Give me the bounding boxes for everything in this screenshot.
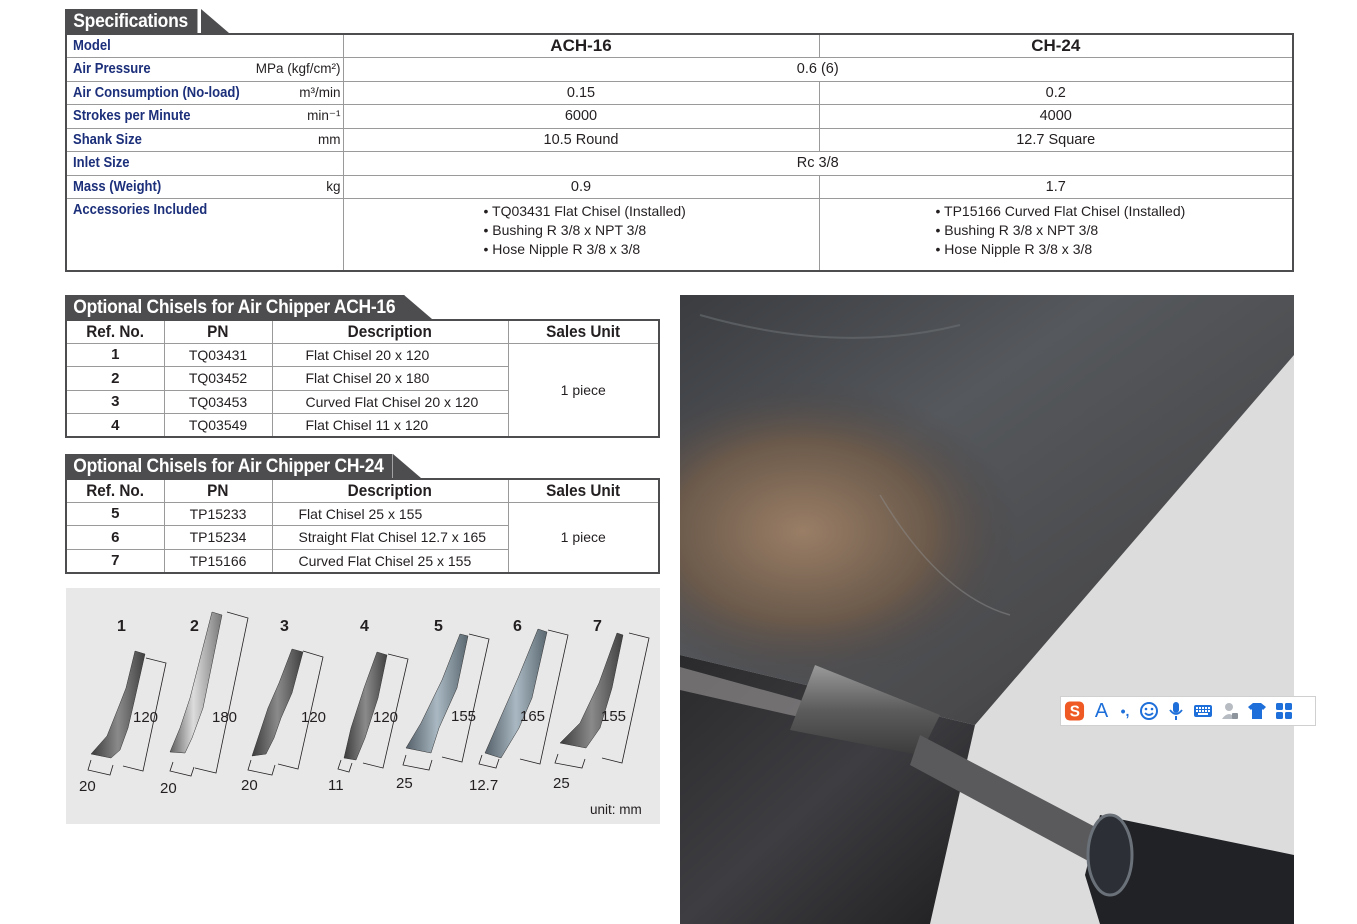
cell-value: Rc 3/8 (343, 152, 1293, 176)
specifications-tab (65, 9, 229, 33)
desc-cell: Flat Chisel 11 x 120 (272, 414, 508, 438)
row-label: Air Consumption (No-load) m³/min (66, 81, 343, 105)
ref-cell: 2 (66, 367, 164, 391)
cell-value: 0.6 (6) (343, 58, 1293, 82)
chisel-5 (406, 634, 468, 753)
dimension-bracket (403, 755, 432, 770)
cell-value: 10.5 Round (343, 128, 819, 152)
table-row (66, 105, 1293, 129)
pn-cell: TQ03453 (164, 390, 272, 414)
pn-cell: TQ03549 (164, 414, 272, 438)
desc-cell: Flat Chisel 20 x 120 (272, 343, 508, 367)
chisel-1 (91, 651, 145, 758)
ref-cell: 3 (66, 390, 164, 414)
chisel-ref-label: 7 (593, 618, 602, 635)
chisel-ref-label: 5 (434, 618, 443, 635)
ref-cell: 7 (66, 549, 164, 573)
pn-cell: TP15234 (164, 526, 272, 550)
product-photo-svg (680, 295, 1294, 924)
list-item: • TP15166 Curved Flat Chisel (Installed) (936, 202, 1287, 221)
chisel-3 (252, 649, 303, 756)
chisel-width-label: 20 (160, 780, 177, 797)
product-photo (680, 295, 1294, 924)
cell-value: 12.7 Square (819, 128, 1293, 152)
dimension-bracket (170, 762, 194, 776)
specifications-title: Specifications (65, 9, 197, 33)
ref-cell: 5 (66, 502, 164, 526)
dimension-bracket (338, 760, 352, 772)
chisel-7 (560, 633, 623, 748)
chisel-length-label: 120 (373, 709, 399, 726)
column-header: Description (272, 479, 508, 502)
row-unit: kg (326, 178, 341, 194)
chisel-ref-label: 3 (280, 618, 289, 635)
column-header: Description (272, 320, 508, 343)
column-header: PN (164, 479, 272, 502)
cell-value: 6000 (343, 105, 819, 129)
list-item: • TQ03431 Flat Chisel (Installed) (484, 202, 813, 221)
row-label: Shank Size mm (66, 128, 343, 152)
chisel-width-label: 11 (328, 777, 344, 794)
chisel-ref-label: 1 (117, 618, 126, 635)
optional-ach16-tab (65, 295, 432, 319)
table-header-row (66, 320, 659, 343)
row-label: Air Pressure MPa (kgf/cm²) (66, 58, 343, 82)
accessories-ch24 (819, 199, 1293, 271)
column-header: Sales Unit (508, 320, 659, 343)
chisel-length-label: 120 (301, 709, 327, 726)
pn-cell: TQ03452 (164, 367, 272, 391)
row-unit: m³/min (299, 84, 341, 100)
punctuation-icon[interactable]: •, (1120, 703, 1130, 719)
row-label: Strokes per Minute min⁻¹ (66, 105, 343, 129)
table-row (66, 34, 1293, 58)
list-item: • Hose Nipple R 3/8 x 3/8 (484, 240, 813, 259)
list-item: • Bushing R 3/8 x NPT 3/8 (484, 221, 813, 240)
row-label: Model (66, 34, 343, 58)
row-unit: min⁻¹ (307, 108, 341, 123)
chisel-6 (485, 629, 547, 758)
optional-ach16-table (65, 319, 660, 438)
table-row (66, 175, 1293, 199)
desc-cell: Curved Flat Chisel 20 x 120 (272, 390, 508, 414)
row-unit: mm (318, 131, 341, 147)
model-header: ACH-16 (343, 34, 819, 58)
chisel-width-label: 20 (241, 777, 258, 794)
ref-cell: 4 (66, 414, 164, 438)
table-row (66, 58, 1293, 82)
chisel-length-label: 120 (133, 709, 159, 726)
specifications-table (65, 33, 1294, 272)
pn-cell: TQ03431 (164, 343, 272, 367)
pn-cell: TP15166 (164, 549, 272, 573)
chisel-width-label: 25 (553, 775, 570, 792)
optional-ch24-title: Optional Chisels for Air Chipper CH-24 (65, 454, 393, 478)
sales-unit-cell: 1 piece (508, 343, 659, 437)
accessories-ach16 (343, 199, 819, 271)
table-row (66, 81, 1293, 105)
dimension-bracket (248, 760, 275, 775)
dimension-bracket (555, 754, 585, 768)
skin-icon[interactable] (1246, 701, 1267, 722)
model-header: CH-24 (819, 34, 1293, 58)
chisel-length-label: 155 (601, 708, 627, 725)
table-header-row (66, 479, 659, 502)
svg-text:S: S (1069, 703, 1080, 721)
row-unit: MPa (kgf/cm²) (255, 61, 341, 76)
optional-ch24-tab (65, 454, 421, 478)
row-label: Inlet Size (66, 152, 343, 176)
sogou-logo-icon[interactable] (1064, 701, 1085, 722)
list-item: • Hose Nipple R 3/8 x 3/8 (936, 240, 1287, 259)
emoji-icon[interactable] (1138, 701, 1159, 722)
desc-cell: Flat Chisel 20 x 180 (272, 367, 508, 391)
chisel-width-label: 12.7 (469, 777, 499, 794)
dimension-bracket (88, 760, 113, 775)
table-row (66, 152, 1293, 176)
desc-cell: Flat Chisel 25 x 155 (272, 502, 508, 526)
sales-unit-cell: 1 piece (508, 502, 659, 573)
row-label: Mass (Weight) kg (66, 175, 343, 199)
optional-ach16-title: Optional Chisels for Air Chipper ACH-16 (65, 295, 405, 319)
chisel-ref-label: 4 (360, 618, 369, 635)
cell-value: 0.9 (343, 175, 819, 199)
column-header: Ref. No. (66, 320, 164, 343)
ref-cell: 6 (66, 526, 164, 550)
table-row (66, 199, 1293, 271)
column-header: Sales Unit (508, 479, 659, 502)
list-item: • Bushing R 3/8 x NPT 3/8 (936, 221, 1287, 240)
pn-cell: TP15233 (164, 502, 272, 526)
chisel-length-label: 155 (451, 708, 477, 725)
chisel-diagram (66, 588, 660, 824)
cell-value: 0.15 (343, 81, 819, 105)
table-row (66, 502, 659, 526)
desc-cell: Curved Flat Chisel 25 x 155 (272, 549, 508, 573)
chisel-diagram-svg (66, 588, 660, 824)
cell-value: 1.7 (819, 175, 1293, 199)
cell-value: 4000 (819, 105, 1293, 129)
chisel-ref-label: 2 (190, 618, 199, 635)
cell-value: 0.2 (819, 81, 1293, 105)
chisel-4 (344, 652, 387, 760)
column-header: Ref. No. (66, 479, 164, 502)
ime-toolbar[interactable] (1060, 696, 1316, 726)
microphone-icon[interactable] (1165, 701, 1186, 722)
chisel-ref-label: 6 (513, 618, 522, 635)
row-label: Accessories Included (66, 199, 343, 271)
chisel-length-label: 180 (212, 709, 238, 726)
optional-ch24-table (65, 478, 660, 574)
apps-icon[interactable] (1273, 701, 1294, 722)
chisel-width-label: 25 (396, 775, 413, 792)
letter-a-icon[interactable]: A (1094, 699, 1109, 722)
dimension-bracket (479, 755, 499, 768)
chisel-length-label: 165 (520, 708, 546, 725)
keyboard-icon[interactable] (1192, 701, 1213, 722)
ref-cell: 1 (66, 343, 164, 367)
table-row (66, 128, 1293, 152)
table-row (66, 343, 659, 367)
unit-label: unit: mm (590, 802, 642, 817)
chisel-width-label: 20 (79, 778, 96, 795)
desc-cell: Straight Flat Chisel 12.7 x 165 (272, 526, 508, 550)
column-header: PN (164, 320, 272, 343)
user-icon[interactable] (1219, 701, 1240, 722)
